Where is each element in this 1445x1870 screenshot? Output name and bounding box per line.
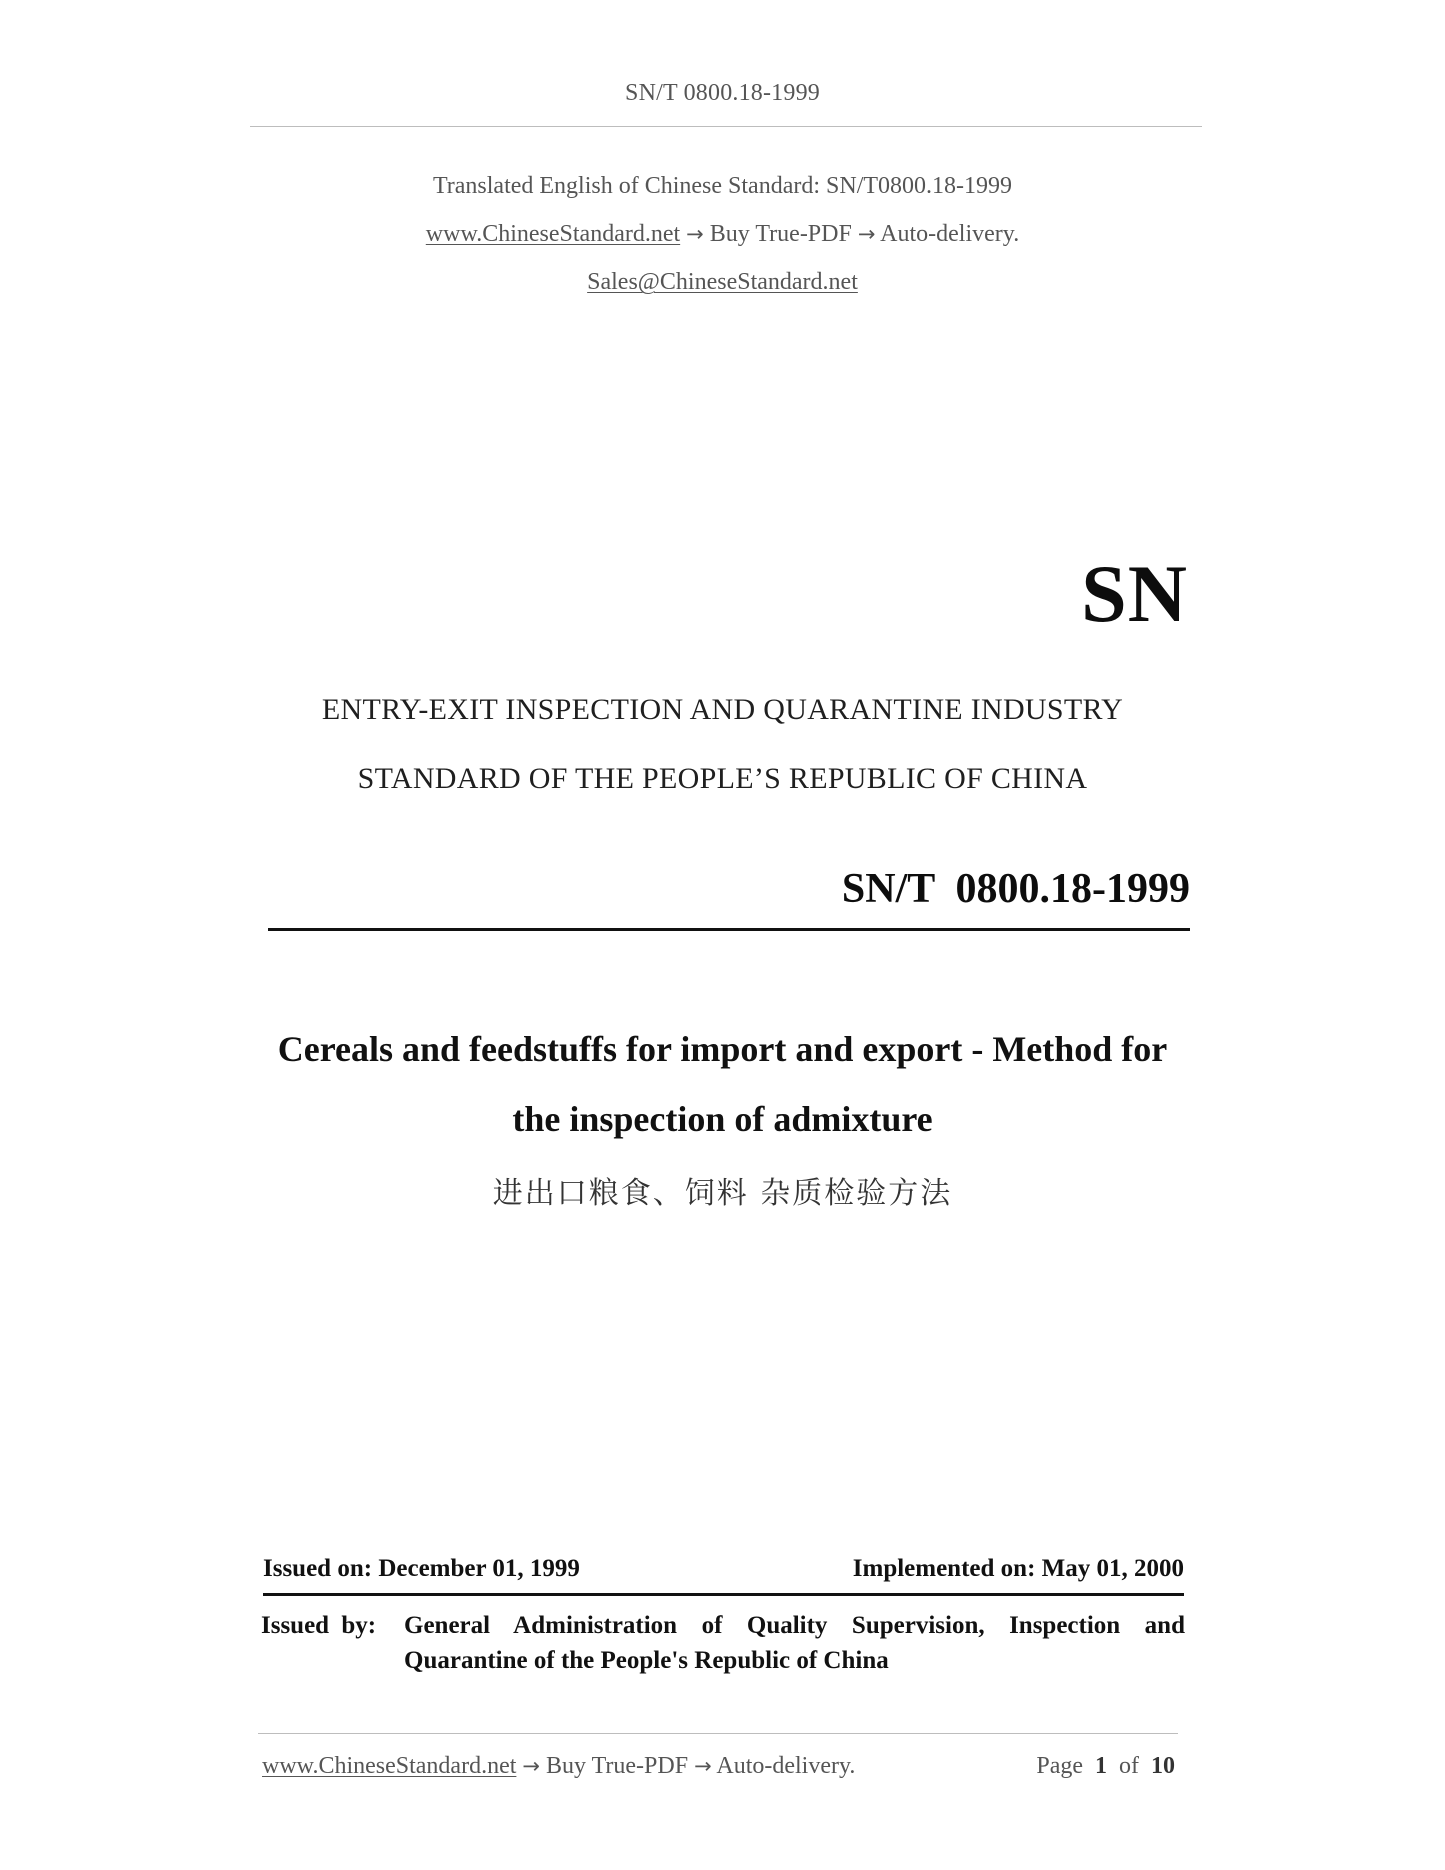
footer-purchase-line xyxy=(262,1753,855,1780)
chinese-title: 进出口粮食、饲料 杂质检验方法 xyxy=(492,1176,953,1211)
page-label: Page xyxy=(1036,1753,1083,1779)
site-link[interactable]: www.ChineseStandard.net xyxy=(425,221,681,247)
english-title-line-1: Cereals and feedstuffs for import and export - Method for xyxy=(277,1029,1168,1069)
arrow-right-icon: → xyxy=(694,1754,712,1778)
standard-number-rule xyxy=(268,928,1190,931)
standard-number: SN/T 0800.18-1999 xyxy=(841,866,1190,912)
dates-rule xyxy=(263,1593,1184,1596)
issued-on-date: Issued on: December 01, 1999 xyxy=(263,1555,580,1582)
standard-mark: SN xyxy=(1081,548,1188,639)
english-title-line-2: the inspection of admixture xyxy=(512,1099,933,1139)
buy-pdf-text: Buy True-PDF xyxy=(709,221,852,247)
sales-email-link[interactable]: Sales@ChineseStandard.net xyxy=(587,269,858,295)
issued-by-label: Issued by: xyxy=(261,1612,377,1639)
authority-line-2: STANDARD OF THE PEOPLE’S REPUBLIC OF CHINA xyxy=(357,762,1088,795)
implemented-on-date: Implemented on: May 01, 2000 xyxy=(852,1555,1184,1582)
page-indicator xyxy=(1036,1753,1175,1780)
arrow-right-icon: → xyxy=(522,1754,540,1778)
header-divider xyxy=(250,126,1202,127)
footer-auto-delivery-text: Auto-delivery. xyxy=(716,1753,856,1779)
issuing-authority: General Administration of Quality Supervision, Inspection and Quarantine of the People's Republic of China xyxy=(404,1612,1185,1674)
auto-delivery-text: Auto-delivery. xyxy=(880,221,1020,247)
page-total: 10 xyxy=(1151,1753,1175,1779)
purchase-line xyxy=(0,221,1445,248)
authority-line-1: ENTRY-EXIT INSPECTION AND QUARANTINE INDUSTRY xyxy=(321,693,1124,726)
page-current: 1 xyxy=(1095,1753,1107,1779)
footer-divider xyxy=(258,1733,1178,1734)
arrow-right-icon: → xyxy=(686,222,704,246)
page-of-label: of xyxy=(1119,1753,1139,1779)
footer-buy-pdf-text: Buy True-PDF xyxy=(546,1753,689,1779)
footer-site-link[interactable]: www.ChineseStandard.net xyxy=(262,1753,517,1779)
email-line xyxy=(0,269,1445,296)
translation-notice: Translated English of Chinese Standard: SN/T0800.18-1999 xyxy=(432,173,1013,199)
issued-by-block xyxy=(261,1608,1185,1678)
running-header: SN/T 0800.18-1999 xyxy=(625,80,820,106)
arrow-right-icon: → xyxy=(857,222,876,246)
